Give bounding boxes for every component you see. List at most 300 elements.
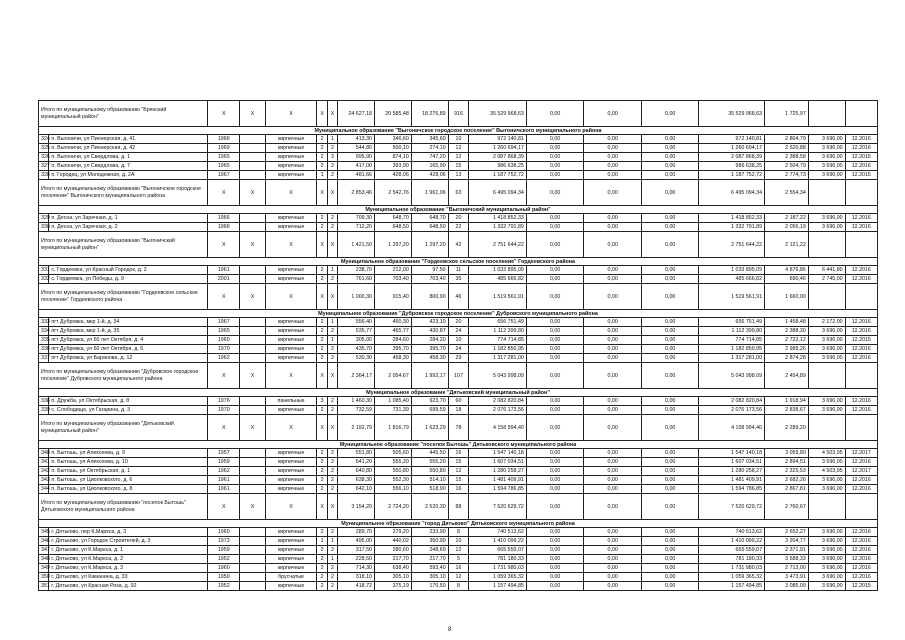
year-cell: 1967 — [208, 171, 240, 180]
residential-area-cell: 395,70 — [411, 345, 448, 354]
floors-cell: 2 — [317, 135, 327, 144]
owners-funds-cell: 1 481 409,91 — [699, 476, 765, 485]
subtotal-cell: 35 529 968,63 — [469, 101, 527, 127]
completion-date-cell: 12.2016 — [845, 266, 877, 275]
total-area-cell: 638,30 — [338, 476, 375, 485]
limit-cost-cell: 3 696,00 — [808, 582, 845, 591]
floors-cell: 1 — [317, 537, 327, 546]
floors-cell: 1 — [317, 171, 327, 180]
limit-cost-cell: 3 696,00 — [808, 327, 845, 336]
fund-cell: 0,00 — [641, 406, 699, 415]
floors-cell: 2 — [317, 354, 327, 363]
cost-total-cell: 781 180,33 — [469, 555, 527, 564]
fund-cell: 0,00 — [641, 573, 699, 582]
owners-funds-cell: 986 638,25 — [699, 162, 765, 171]
wall-material-cell: кирпичные — [265, 318, 317, 327]
table-row — [39, 476, 878, 485]
fund-cell: 0,00 — [584, 214, 642, 223]
fund-cell: 0,00 — [641, 171, 699, 180]
completion-date-cell: 12.2016 — [845, 214, 877, 223]
row-number-cell: 328 — [39, 171, 49, 180]
year-reconstruction-cell — [240, 153, 265, 162]
living-area-cell: 395,70 — [374, 345, 411, 354]
floors-cell: 2 — [317, 153, 327, 162]
year-cell: 1967 — [208, 318, 240, 327]
owners-funds-cell: 774 714,85 — [699, 336, 765, 345]
residential-area-cell: 445,50 — [411, 449, 448, 458]
row-number-cell: 327 — [39, 162, 49, 171]
residents-cell: 15 — [448, 476, 469, 485]
address-cell: п. Выгоничи, ул Свердлова, д. 7 — [49, 162, 208, 171]
year-cell: 1952 — [208, 582, 240, 591]
unit-cost-cell: 4 876,86 — [765, 266, 809, 275]
address-cell: пгт Дубровка, мкр 1-й, д. 34 — [49, 318, 208, 327]
subtotal-cell: 2 520,30 — [411, 494, 448, 520]
address-cell: п. Выгоничи, ул Свердлова, д. 1 — [49, 153, 208, 162]
row-number-cell: 324 — [39, 135, 49, 144]
address-cell: г. Дятьково, ул К.Маркса, д. 1 — [49, 546, 208, 555]
year-reconstruction-cell — [240, 458, 265, 467]
subtotal-cell: 0,00 — [584, 363, 642, 389]
living-area-cell: 731,39 — [374, 406, 411, 415]
subtotal-cell: X — [317, 494, 327, 520]
residential-area-cell: 430,87 — [411, 327, 448, 336]
year-reconstruction-cell — [240, 171, 265, 180]
unit-cost-cell: 3 085,09 — [765, 582, 809, 591]
floors-cell: 2 — [317, 336, 327, 345]
living-area-cell: 279,20 — [374, 528, 411, 537]
subtotal-label: Итого по муниципальному образованию "Выгоничское городское поселение" Выгоничского муниципального района — [39, 180, 208, 206]
limit-cost-cell: 3 696,00 — [808, 458, 845, 467]
cost-total-cell: 1 594 786,85 — [469, 485, 527, 494]
fund-cell: 0,00 — [526, 153, 584, 162]
subtotal-label: Итого по муниципальному образованию "поселок Бытошь" Дятьковского муниципального района — [39, 494, 208, 520]
cost-total-cell: 1 547 140,18 — [469, 449, 527, 458]
residential-area-cell: 248,60 — [411, 546, 448, 555]
subtotal-cell: 2 853,46 — [338, 180, 375, 206]
unit-cost-cell: 2 722,12 — [765, 336, 809, 345]
housing-registry-table-container — [38, 100, 878, 591]
cost-total-cell: 656 751,49 — [469, 318, 527, 327]
table-row — [39, 318, 878, 327]
row-number-cell: 347 — [39, 546, 49, 555]
year-cell: 1957 — [208, 449, 240, 458]
living-area-cell: 458,30 — [374, 354, 411, 363]
total-area-cell: 761,60 — [338, 275, 375, 284]
limit-cost-cell: 3 696,00 — [808, 171, 845, 180]
unit-cost-cell: 2 838,67 — [765, 406, 809, 415]
fund-cell: 0,00 — [526, 528, 584, 537]
total-area-cell: 714,30 — [338, 564, 375, 573]
limit-cost-cell: 4 503,95 — [808, 449, 845, 458]
floors-cell: 2 — [317, 449, 327, 458]
year-reconstruction-cell — [240, 318, 265, 327]
owners-funds-cell: 972 140,81 — [699, 135, 765, 144]
owners-funds-cell: 1 059 365,32 — [699, 573, 765, 582]
floors-cell: 2 — [317, 162, 327, 171]
year-reconstruction-cell — [240, 354, 265, 363]
wall-material-cell: кирпичные — [265, 449, 317, 458]
subtotal-cell: 0,00 — [641, 284, 699, 310]
subtotal-cell: X — [265, 494, 317, 520]
table-row — [39, 458, 878, 467]
total-area-cell: 712,20 — [338, 223, 375, 232]
cost-total-cell: 665 559,07 — [469, 546, 527, 555]
completion-date-cell: 12.2015 — [845, 171, 877, 180]
subtotal-cell: 42 — [448, 232, 469, 258]
subtotal-cell: 2 751 644,22 — [699, 232, 765, 258]
table-row — [39, 528, 878, 537]
section-header: Муниципальное образование "город Дятьково" Дятьковского муниципального района — [39, 520, 878, 528]
wall-material-cell: кирпичные — [265, 223, 317, 232]
row-number-cell: 350 — [39, 573, 49, 582]
wall-material-cell: кирпичные — [265, 162, 317, 171]
year-reconstruction-cell — [240, 162, 265, 171]
residential-area-cell: 350,90 — [411, 537, 448, 546]
row-number-cell: 333 — [39, 318, 49, 327]
wall-material-cell: кирпичные — [265, 467, 317, 476]
subtotal-cell: 916 — [448, 101, 469, 127]
fund-cell: 0,00 — [584, 546, 642, 555]
living-area-cell: 375,19 — [374, 582, 411, 591]
fund-cell: 0,00 — [526, 458, 584, 467]
living-area-cell: 550,80 — [374, 467, 411, 476]
subtotal-cell: 88 — [448, 494, 469, 520]
cost-total-cell: 1 731 980,03 — [469, 564, 527, 573]
subtotal-row — [39, 494, 878, 520]
row-number-cell: 338 — [39, 397, 49, 406]
entrances-cell: 2 — [327, 354, 337, 363]
subtotal-cell — [845, 284, 877, 310]
limit-cost-cell: 3 696,00 — [808, 397, 845, 406]
year-cell: 1973 — [208, 537, 240, 546]
owners-funds-cell: 1 731 980,03 — [699, 564, 765, 573]
year-cell: 1962 — [208, 354, 240, 363]
subtotal-cell: X — [265, 363, 317, 389]
residential-area-cell: 648,50 — [411, 223, 448, 232]
row-number-cell: 331 — [39, 266, 49, 275]
address-cell: пгт Дубровка, мкр 1-й, д. 35 — [49, 327, 208, 336]
floors-cell: 2 — [317, 564, 327, 573]
floors-cell: 3 — [317, 397, 327, 406]
residential-area-cell: 514,10 — [411, 476, 448, 485]
wall-material-cell: кирпичные — [265, 135, 317, 144]
subtotal-cell: X — [317, 284, 327, 310]
subtotal-cell: 7 520 629,72 — [699, 494, 765, 520]
total-area-cell: 495,00 — [338, 537, 375, 546]
residents-cell: 12 — [448, 546, 469, 555]
subtotal-cell: 0,00 — [641, 180, 699, 206]
fund-cell: 0,00 — [526, 537, 584, 546]
subtotal-cell: X — [327, 101, 337, 127]
total-area-cell: 535,77 — [338, 327, 375, 336]
section-header-row — [39, 520, 878, 528]
unit-cost-cell: 3 059,80 — [765, 449, 809, 458]
subtotal-cell: 3 154,20 — [338, 494, 375, 520]
address-cell: пгт Дубровка, ул 60 лет Октября, д. 4 — [49, 336, 208, 345]
section-header-row — [39, 206, 878, 214]
subtotal-cell: 2 121,22 — [765, 232, 809, 258]
entrances-cell: 1 — [327, 336, 337, 345]
subtotal-cell: 2 542,76 — [374, 180, 411, 206]
total-area-cell: 318,10 — [338, 573, 375, 582]
living-area-cell: 346,60 — [374, 135, 411, 144]
limit-cost-cell: 3 696,00 — [808, 135, 845, 144]
subtotal-cell: 0,00 — [584, 284, 642, 310]
cost-total-cell: 1 033 895,09 — [469, 266, 527, 275]
subtotal-cell: X — [317, 415, 327, 441]
wall-material-cell: кирпичные — [265, 336, 317, 345]
total-area-cell: 641,20 — [338, 458, 375, 467]
total-area-cell: 732,59 — [338, 406, 375, 415]
residents-cell: 24 — [448, 345, 469, 354]
floors-cell: 2 — [317, 327, 327, 336]
total-area-cell: 530,30 — [338, 354, 375, 363]
unit-cost-cell: 690,46 — [765, 275, 809, 284]
fund-cell: 0,00 — [584, 153, 642, 162]
subtotal-cell: 2 192,79 — [338, 415, 375, 441]
year-cell: 1960 — [208, 528, 240, 537]
residents-cell: 20 — [448, 318, 469, 327]
fund-cell: 0,00 — [584, 318, 642, 327]
floors-cell: 2 — [317, 555, 327, 564]
total-area-cell: 1 460,30 — [338, 397, 375, 406]
year-cell: 1960 — [208, 564, 240, 573]
cost-total-cell: 2 087 868,39 — [469, 153, 527, 162]
year-cell: 1970 — [208, 345, 240, 354]
owners-funds-cell: 1 182 850,95 — [699, 345, 765, 354]
table-row — [39, 162, 878, 171]
year-cell: 1961 — [208, 266, 240, 275]
subtotal-cell: 20 585,48 — [374, 101, 411, 127]
floors-cell: 2 — [317, 582, 327, 591]
completion-date-cell: 12.2016 — [845, 275, 877, 284]
subtotal-cell: 4 158 994,40 — [699, 415, 765, 441]
address-cell: г. Дятьково, ул Красная Роза, д. 92 — [49, 582, 208, 591]
year-cell: 1960 — [208, 336, 240, 345]
fund-cell: 0,00 — [641, 214, 699, 223]
limit-cost-cell: 3 696,00 — [808, 406, 845, 415]
fund-cell: 0,00 — [641, 485, 699, 494]
year-reconstruction-cell — [240, 564, 265, 573]
residents-cell: 12 — [448, 573, 469, 582]
residential-area-cell: 923,70 — [411, 397, 448, 406]
completion-date-cell: 12.2015 — [845, 582, 877, 591]
subtotal-cell: 2 751 644,22 — [469, 232, 527, 258]
cost-total-cell: 1 332 791,89 — [469, 223, 527, 232]
table-row — [39, 144, 878, 153]
subtotal-cell: 1 992,17 — [411, 363, 448, 389]
year-reconstruction-cell — [240, 546, 265, 555]
wall-material-cell: кирпичные — [265, 266, 317, 275]
living-area-cell: 450,30 — [374, 318, 411, 327]
subtotal-cell: 0,00 — [584, 232, 642, 258]
total-area-cell: 238,70 — [338, 266, 375, 275]
address-cell: п. Выгоничи, ул Пионерская, д. 41 — [49, 135, 208, 144]
address-cell: пгт Дубровка, ул 60 лет Октября, д. 6 — [49, 345, 208, 354]
residential-area-cell: 170,50 — [411, 582, 448, 591]
residents-cell: 8 — [448, 528, 469, 537]
address-cell: п. Бытошь, ул Алексеева, д. 10 — [49, 458, 208, 467]
row-number-cell: 342 — [39, 467, 49, 476]
subtotal-cell: 18 276,89 — [411, 101, 448, 127]
fund-cell: 0,00 — [526, 582, 584, 591]
subtotal-row — [39, 101, 878, 127]
subtotal-cell: X — [317, 101, 327, 127]
fund-cell: 0,00 — [641, 537, 699, 546]
unit-cost-cell: 3 473,91 — [765, 573, 809, 582]
unit-cost-cell: 2 804,79 — [765, 135, 809, 144]
wall-material-cell: кирпичные — [265, 153, 317, 162]
total-area-cell: 417,00 — [338, 162, 375, 171]
subtotal-cell: 1 816,79 — [374, 415, 411, 441]
entrances-cell: 2 — [327, 467, 337, 476]
living-area-cell: 440,02 — [374, 537, 411, 546]
living-area-cell: 555,20 — [374, 458, 411, 467]
year-reconstruction-cell — [240, 345, 265, 354]
subtotal-cell — [845, 180, 877, 206]
wall-material-cell: панельные — [265, 397, 317, 406]
year-cell: 1966 — [208, 135, 240, 144]
entrances-cell: 1 — [327, 537, 337, 546]
table-row — [39, 266, 878, 275]
fund-cell: 0,00 — [584, 528, 642, 537]
entrances-cell: 2 — [327, 458, 337, 467]
fund-cell: 0,00 — [526, 266, 584, 275]
limit-cost-cell: 3 696,00 — [808, 162, 845, 171]
entrances-cell: 2 — [327, 144, 337, 153]
subtotal-cell: X — [208, 494, 240, 520]
unit-cost-cell: 1 458,48 — [765, 318, 809, 327]
subtotal-cell — [845, 415, 877, 441]
fund-cell: 0,00 — [584, 449, 642, 458]
row-number-cell: 341 — [39, 458, 49, 467]
completion-date-cell: 12.2016 — [845, 528, 877, 537]
cost-total-cell: 972 140,81 — [469, 135, 527, 144]
residential-area-cell: 555,20 — [411, 458, 448, 467]
living-area-cell: 217,70 — [374, 555, 411, 564]
entrances-cell: 2 — [327, 275, 337, 284]
entrances-cell: 2 — [327, 476, 337, 485]
year-cell: 1970 — [208, 406, 240, 415]
year-reconstruction-cell — [240, 449, 265, 458]
fund-cell: 0,00 — [641, 153, 699, 162]
unit-cost-cell: 1 918,94 — [765, 397, 809, 406]
limit-cost-cell: 4 503,95 — [808, 467, 845, 476]
completion-date-cell: 12.2016 — [845, 476, 877, 485]
row-number-cell: 351 — [39, 582, 49, 591]
owners-funds-cell: 1 332 791,89 — [699, 223, 765, 232]
entrances-cell: 2 — [327, 582, 337, 591]
address-cell: с. Слободище, ул Гагарина, д. 3 — [49, 406, 208, 415]
owners-funds-cell: 1 547 140,18 — [699, 449, 765, 458]
wall-material-cell: кирпичные — [265, 144, 317, 153]
residential-area-cell: 550,80 — [411, 467, 448, 476]
unit-cost-cell: 2 504,79 — [765, 162, 809, 171]
subtotal-cell: X — [208, 180, 240, 206]
owners-funds-cell: 1 607 034,51 — [699, 458, 765, 467]
subtotal-cell: 63 — [448, 180, 469, 206]
fund-cell: 0,00 — [641, 327, 699, 336]
fund-cell: 0,00 — [526, 449, 584, 458]
entrances-cell: 1 — [327, 135, 337, 144]
residents-cell: 35 — [448, 275, 469, 284]
fund-cell: 0,00 — [526, 573, 584, 582]
entrances-cell: 2 — [327, 223, 337, 232]
living-area-cell: 874,10 — [374, 153, 411, 162]
fund-cell: 0,00 — [584, 171, 642, 180]
fund-cell: 0,00 — [526, 318, 584, 327]
living-area-cell: 393,90 — [374, 162, 411, 171]
subtotal-cell: 5 043 998,09 — [699, 363, 765, 389]
residents-cell: 11 — [448, 266, 469, 275]
section-header: Муниципальное образование "Выгоничское городское поселение" Выгоничского муниципального района — [39, 127, 878, 135]
wall-material-cell: кирпичные — [265, 354, 317, 363]
section-header-row — [39, 389, 878, 397]
unit-cost-cell: 2 371,91 — [765, 546, 809, 555]
cost-total-cell: 1 112 399,80 — [469, 327, 527, 336]
residents-cell: 16 — [448, 485, 469, 494]
cost-total-cell: 1 418 852,33 — [469, 214, 527, 223]
address-cell: с. Гордеевка, ул Победы, д. 9 — [49, 275, 208, 284]
subtotal-cell: 1 519 561,91 — [699, 284, 765, 310]
year-cell: 1961 — [208, 485, 240, 494]
living-area-cell: 305,10 — [374, 573, 411, 582]
completion-date-cell: 12.2016 — [845, 537, 877, 546]
fund-cell: 0,00 — [526, 144, 584, 153]
completion-date-cell: 12.2016 — [845, 135, 877, 144]
row-number-cell: 349 — [39, 564, 49, 573]
fund-cell: 0,00 — [584, 537, 642, 546]
floors-cell: 2 — [317, 266, 327, 275]
fund-cell: 0,00 — [584, 458, 642, 467]
unit-cost-cell: 2 652,27 — [765, 528, 809, 537]
subtotal-cell: 0,00 — [584, 415, 642, 441]
owners-funds-cell: 1 260 694,17 — [699, 144, 765, 153]
owners-funds-cell: 2 087 868,39 — [699, 153, 765, 162]
completion-date-cell: 12.2016 — [845, 406, 877, 415]
subtotal-cell: 107 — [448, 363, 469, 389]
address-cell: п. Выгоничи, ул Пионерская, д. 42 — [49, 144, 208, 153]
fund-cell: 0,00 — [526, 345, 584, 354]
year-reconstruction-cell — [240, 582, 265, 591]
floors-cell: 2 — [317, 485, 327, 494]
row-number-cell: 345 — [39, 528, 49, 537]
cost-total-cell: 774 714,85 — [469, 336, 527, 345]
subtotal-cell: X — [240, 284, 265, 310]
unit-cost-cell: 2 388,58 — [765, 153, 809, 162]
entrances-cell: 2 — [327, 162, 337, 171]
address-cell: г. Дятьково, ул Городок Строителей, д. 3 — [49, 537, 208, 546]
completion-date-cell: 12.2016 — [845, 354, 877, 363]
residents-cell: 16 — [448, 449, 469, 458]
entrances-cell: 1 — [327, 266, 337, 275]
fund-cell: 0,00 — [584, 582, 642, 591]
wall-material-cell: кирпичные — [265, 485, 317, 494]
housing-registry-table — [38, 100, 878, 591]
address-cell: п. Десна, ул Заречная, д. 2 — [49, 223, 208, 232]
residents-cell: 10 — [448, 336, 469, 345]
residential-area-cell: 747,20 — [411, 153, 448, 162]
living-area-cell: 428,06 — [374, 171, 411, 180]
floors-cell: 2 — [317, 144, 327, 153]
subtotal-cell: X — [327, 494, 337, 520]
total-area-cell: 544,80 — [338, 144, 375, 153]
subtotal-cell: 0,00 — [584, 101, 642, 127]
subtotal-cell: 1 297,20 — [411, 232, 448, 258]
section-header-row — [39, 441, 878, 449]
floors-cell: 2 — [317, 318, 327, 327]
